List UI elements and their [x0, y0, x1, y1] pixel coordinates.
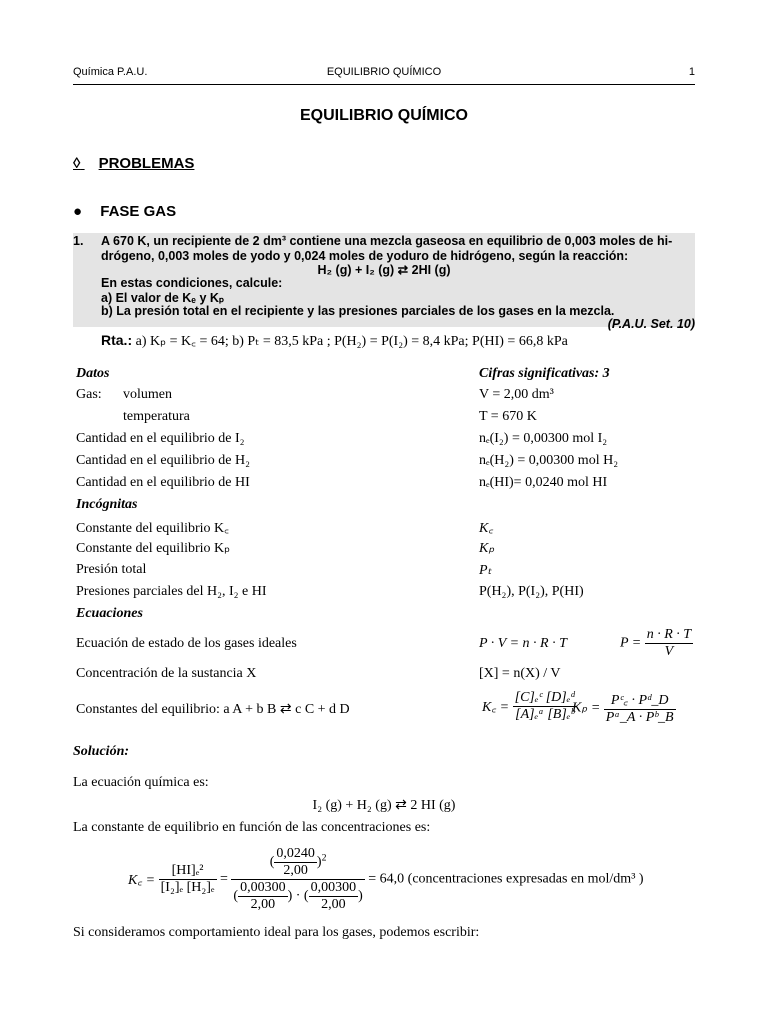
problem-line-2: drógeno, 0,003 moles de yodo y 0,024 moles de yoduro de hidrógeno, según la reacción:	[101, 249, 629, 263]
hi-value: nₑ(HI)= 0,0240 mol HI	[479, 475, 608, 490]
kp-general-fraction	[604, 690, 676, 726]
chemical-equation: I₂ (g) + H₂ (g) ⇄ 2 HI (g)	[312, 798, 456, 813]
answer-text: a) Kₚ = K꜀ = 64; b) Pₜ = 83,5 kPa ; P(H₂) = P(I₂) = 8,4 kPa; P(HI) = 66,8 kPa	[135, 334, 568, 349]
problem-line-4: En estas condiciones, calcule:	[101, 276, 283, 290]
hi-label: Cantidad en el equilibrio de HI	[76, 475, 250, 490]
frac-hi-num: 0,0240	[276, 846, 315, 861]
kc-label: Constante del equilibrio K꜀	[76, 521, 229, 536]
header-chapter: EQUILIBRIO QUÍMICO	[326, 66, 442, 78]
kc-calc-def	[159, 863, 217, 896]
section-fase-gas-label: FASE GAS	[100, 203, 177, 220]
problem-part-a: a) El valor de Kₑ y Kₚ	[101, 291, 225, 305]
header-subject: Química P.A.U.	[73, 66, 148, 78]
solucion-intro: La ecuación química es:	[73, 775, 209, 790]
temperatura-value: T = 670 K	[479, 409, 537, 424]
conc-equation: [X] = n(X) / V	[479, 666, 561, 681]
solucion-heading: Solución:	[73, 744, 130, 759]
pp-value: P(H₂), P(I₂), P(HI)	[479, 584, 584, 599]
gases-equation: P · V = n · R · T	[479, 636, 567, 651]
conc-label: Concentración de la sustancia X	[76, 666, 257, 681]
page-number: 1	[688, 66, 695, 78]
frac-hi-den: 2,00	[283, 863, 308, 878]
kc-value: K꜀	[479, 521, 494, 536]
kc-general-denominator: [A]ₑᵃ [B]ₑᵇ	[515, 707, 575, 722]
pt-value: Pₜ	[479, 563, 492, 578]
volumen-value: V = 2,00 dm³	[479, 387, 554, 402]
h2-value: nₑ(H₂) = 0,00300 mol H₂	[479, 453, 619, 468]
kp-general-numerator: Pᶜ꜀ · Pᵈ_D	[604, 690, 676, 710]
answer	[101, 331, 568, 350]
datos-heading: Datos	[76, 366, 110, 381]
pressure-lhs: P =	[620, 635, 642, 651]
pt-label: Presión total	[76, 562, 147, 577]
kc-units-note: (concentraciones expresadas en mol/dm³ )	[407, 871, 644, 887]
section-fase-gas	[73, 203, 176, 220]
pp-label: Presiones parciales del H₂, I₂ e HI	[76, 584, 267, 599]
kp-general-lhs: Kₚ =	[572, 700, 601, 716]
kc-calc-def-num: [HI]ₑ²	[159, 863, 217, 880]
kc-result: = 64,0	[368, 871, 405, 887]
ecuaciones-heading: Ecuaciones	[76, 606, 143, 621]
kc-general-formula	[482, 690, 577, 723]
frac-h2	[309, 880, 359, 913]
kc-general-fraction	[513, 690, 577, 723]
problem-reaction: H₂ (g) + I₂ (g) ⇄ 2HI (g)	[317, 263, 451, 277]
incognitas-heading: Incógnitas	[76, 497, 138, 512]
pressure-formula	[620, 627, 693, 660]
pressure-fraction	[645, 627, 693, 660]
kc-calc-def-den: [I₂]ₑ [H₂]ₑ	[160, 880, 215, 895]
problem-source: (P.A.U. Set. 10)	[607, 317, 695, 331]
kc-calc-lhs: K꜀ =	[128, 873, 156, 888]
problem-number: 1.	[73, 234, 84, 248]
problem-part-b: b) La presión total en el recipiente y las presiones parciales de los gases en la mezcla.	[101, 304, 615, 318]
h2-label: Cantidad en el equilibrio de H₂	[76, 453, 251, 468]
frac-i2-num: 0,00300	[240, 880, 286, 895]
temperatura-label: temperatura	[123, 409, 190, 424]
constantes-label: Constantes del equilibrio: a A + b B ⇄ c C + d D	[76, 702, 350, 717]
answer-label: Rta.:	[101, 332, 133, 348]
kp-general-denominator: Pᵃ_A · Pᵇ_B	[605, 710, 674, 725]
gases-label: Ecuación de estado de los gases ideales	[76, 636, 297, 651]
bullet-icon: ●	[73, 203, 83, 220]
section-problemas-label: PROBLEMAS	[98, 155, 195, 172]
kp-value: Kₚ	[479, 541, 495, 556]
frac-hi	[274, 846, 317, 879]
kp-general-formula	[572, 690, 676, 726]
header-rule	[73, 84, 695, 85]
diamond-icon: ◊	[73, 155, 81, 172]
solucion-kc-intro: La constante de equilibrio en función de las concentraciones es:	[73, 820, 431, 835]
pressure-denominator: V	[664, 644, 674, 659]
page-title: EQUILIBRIO QUÍMICO	[300, 107, 468, 124]
section-problemas	[73, 155, 194, 172]
sig-figs-heading: Cifras significativas: 3	[479, 366, 610, 381]
kc-general-lhs: K꜀ =	[482, 700, 510, 715]
kc-general-numerator: [C]ₑᶜ [D]ₑᵈ	[514, 690, 575, 705]
i2-label: Cantidad en el equilibrio de I₂	[76, 431, 245, 446]
problem-line-1: A 670 K, un recipiente de 2 dm³ contiene una mezcla gaseosa en equilibrio de 0,003 moles de hi-	[101, 234, 673, 248]
kc-calculation: K꜀ = $\frac{\text{[HI]ₑ²}}{\text{[I₂]ₑ [H₂]ₑ}}$ = ( $\frac{0,0240}{2,00}$ )$^2$ ( $\frac{0,00300}{2,00}$ ) · ( $\frac{0,00300}{2,00}$ ) = 64,0 (concentraciones expresadas en mol/dm³ )	[128, 846, 644, 912]
volumen-label: volumen	[123, 387, 172, 402]
solucion-ideal-gas: Si consideramos comportamiento ideal para los gases, podemos escribir:	[73, 925, 480, 940]
frac-i2	[238, 880, 288, 913]
gas-label: Gas:	[76, 387, 102, 402]
kp-label: Constante del equilibrio Kₚ	[76, 541, 231, 556]
pressure-numerator: n · R · T	[646, 627, 692, 642]
kc-calc-values: ( $\frac{0,0240}{2,00}$ )$^2$ ( $\frac{0,00300}{2,00}$ ) · ( $\frac{0,00300}{2,00}$ )	[233, 846, 363, 912]
frac-h2-num: 0,00300	[310, 880, 357, 895]
frac-h2-den: 2,00	[321, 897, 346, 912]
frac-i2-den: 2,00	[250, 897, 276, 912]
i2-value: nₑ(I₂) = 0,00300 mol I₂	[479, 431, 608, 446]
